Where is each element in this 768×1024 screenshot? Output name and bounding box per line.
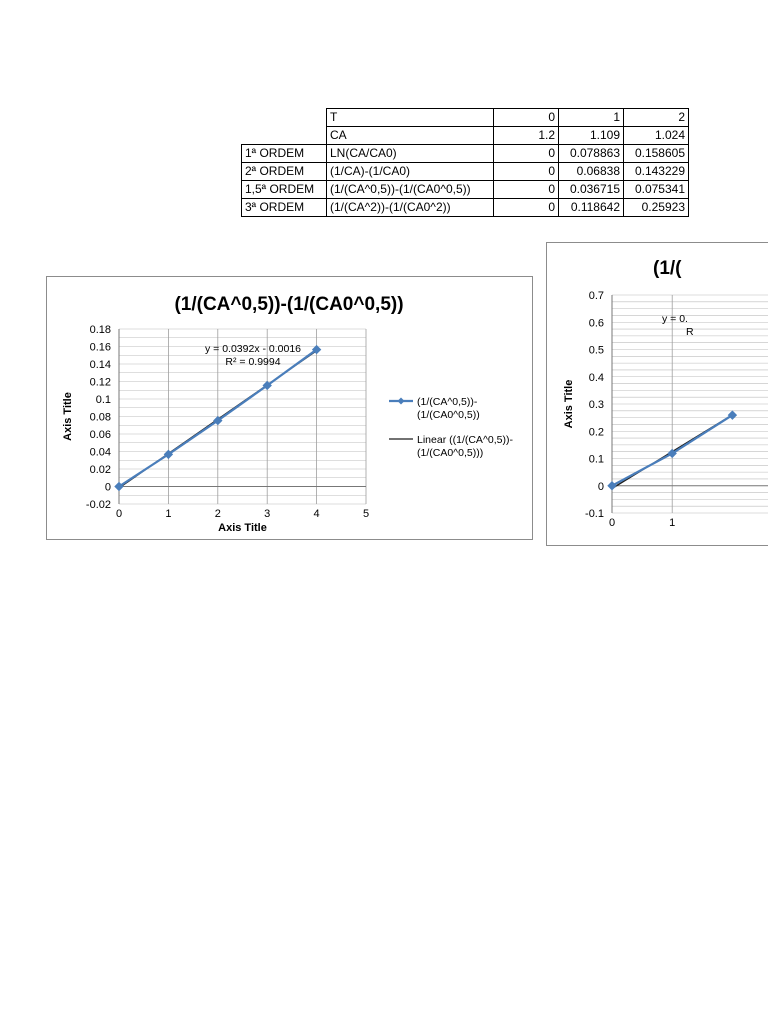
chart-2-frame[interactable]	[546, 242, 768, 546]
y-tick-label: 0.3	[588, 399, 604, 411]
chart-1-frame[interactable]	[46, 276, 533, 540]
value-cell[interactable]: 0.158605	[624, 145, 689, 163]
value-cell[interactable]: 2	[624, 109, 689, 127]
expression-cell[interactable]: (1/CA)-(1/CA0)	[327, 163, 494, 181]
chart-title: (1/(CA^0,5))-(1/(CA0^0,5))	[174, 294, 404, 315]
value-cell[interactable]: 0.143229	[624, 163, 689, 181]
value-cell[interactable]: 0	[494, 145, 559, 163]
expression-cell[interactable]: CA	[327, 127, 494, 145]
y-tick-label: 0.04	[89, 446, 111, 459]
value-cell[interactable]: 1	[559, 109, 624, 127]
row-label-cell[interactable]: 1ª ORDEM	[242, 145, 327, 163]
row-label-cell[interactable]	[242, 109, 327, 127]
y-tick-label: 0	[104, 481, 111, 494]
value-cell[interactable]: 0.118642	[559, 199, 624, 217]
table-row	[242, 109, 689, 127]
y-axis-title: Axis Title	[62, 392, 74, 441]
table-row	[242, 163, 689, 181]
legend-series-label: (1/(CA0^0,5))	[417, 409, 480, 421]
value-cell[interactable]: 1.109	[559, 127, 624, 145]
y-tick-label: 0.2	[588, 426, 604, 439]
value-cell[interactable]: 0.06838	[559, 163, 624, 181]
y-tick-label: 0.1	[95, 394, 111, 406]
value-cell[interactable]: 0.075341	[624, 181, 689, 199]
trendline-equation: y = 0.0392x - 0.0016	[204, 343, 302, 355]
expression-cell[interactable]: (1/(CA^0,5))-(1/(CA0^0,5))	[327, 181, 494, 199]
x-tick-label: 2	[214, 508, 221, 520]
trendline-equation: y = 0.	[662, 313, 688, 325]
x-tick-label: 1	[165, 508, 172, 520]
x-tick-label: 0	[608, 517, 616, 529]
value-cell[interactable]: 0	[494, 199, 559, 217]
y-tick-label: 0.12	[89, 376, 111, 389]
y-tick-label: 0.06	[89, 429, 111, 441]
y-axis-title: Axis Title	[563, 379, 575, 429]
x-tick-label: 1	[669, 517, 676, 529]
data-point	[608, 482, 616, 490]
row-label-cell[interactable]	[242, 127, 327, 145]
y-tick-label: 0.08	[89, 411, 111, 424]
value-cell[interactable]: 0	[494, 181, 559, 199]
y-tick-label: 0.4	[588, 371, 604, 384]
expression-cell[interactable]: (1/(CA^2))-(1/(CA0^2))	[327, 199, 494, 217]
legend-series-label: (1/(CA^0,5))-	[417, 396, 478, 408]
legend-trendline-label: (1/(CA0^0,5)))	[417, 447, 484, 459]
chart-title: (1/(	[653, 258, 682, 279]
legend-series-marker	[398, 398, 405, 405]
value-cell[interactable]: 1.024	[624, 127, 689, 145]
x-tick-label: 3	[264, 508, 271, 520]
trendline-r-squared: R² = 0.9994	[225, 356, 281, 368]
expression-cell[interactable]: LN(CA/CA0)	[327, 145, 494, 163]
row-label-cell[interactable]: 2ª ORDEM	[242, 163, 327, 181]
x-tick-label: 5	[362, 508, 370, 520]
y-tick-label: 0	[597, 480, 604, 493]
legend-trendline-label: Linear ((1/(CA^0,5))-	[417, 434, 513, 446]
table-row	[242, 145, 689, 163]
y-tick-label: 0.1	[588, 453, 604, 466]
table-row	[242, 127, 689, 145]
y-tick-label: -0.02	[85, 499, 111, 511]
table-row	[242, 199, 689, 217]
x-tick-label: 0	[115, 508, 123, 520]
trendline-r-squared: R	[686, 326, 694, 338]
y-tick-label: 0.02	[89, 464, 111, 476]
data-table	[241, 108, 689, 217]
chart-2	[547, 243, 768, 545]
row-label-cell[interactable]: 3ª ORDEM	[242, 199, 327, 217]
y-tick-label: 0.6	[588, 317, 604, 330]
y-tick-label: 0.18	[89, 324, 111, 336]
value-cell[interactable]: 0	[494, 163, 559, 181]
y-tick-label: -0.1	[585, 508, 604, 520]
value-cell[interactable]: 0	[494, 109, 559, 127]
y-tick-label: 0.5	[588, 344, 604, 357]
y-tick-label: 0.7	[588, 290, 604, 302]
row-label-cell[interactable]: 1,5ª ORDEM	[242, 181, 327, 199]
value-cell[interactable]: 1.2	[494, 127, 559, 145]
value-cell[interactable]: 0.25923	[624, 199, 689, 217]
table-row	[242, 181, 689, 199]
x-axis-title: Axis Title	[218, 522, 267, 534]
expression-cell[interactable]: T	[327, 109, 494, 127]
x-tick-label: 4	[313, 508, 320, 520]
value-cell[interactable]: 0.078863	[559, 145, 624, 163]
y-tick-label: 0.16	[89, 341, 111, 354]
y-tick-label: 0.14	[89, 359, 111, 371]
value-cell[interactable]: 0.036715	[559, 181, 624, 199]
chart-1	[47, 277, 532, 539]
